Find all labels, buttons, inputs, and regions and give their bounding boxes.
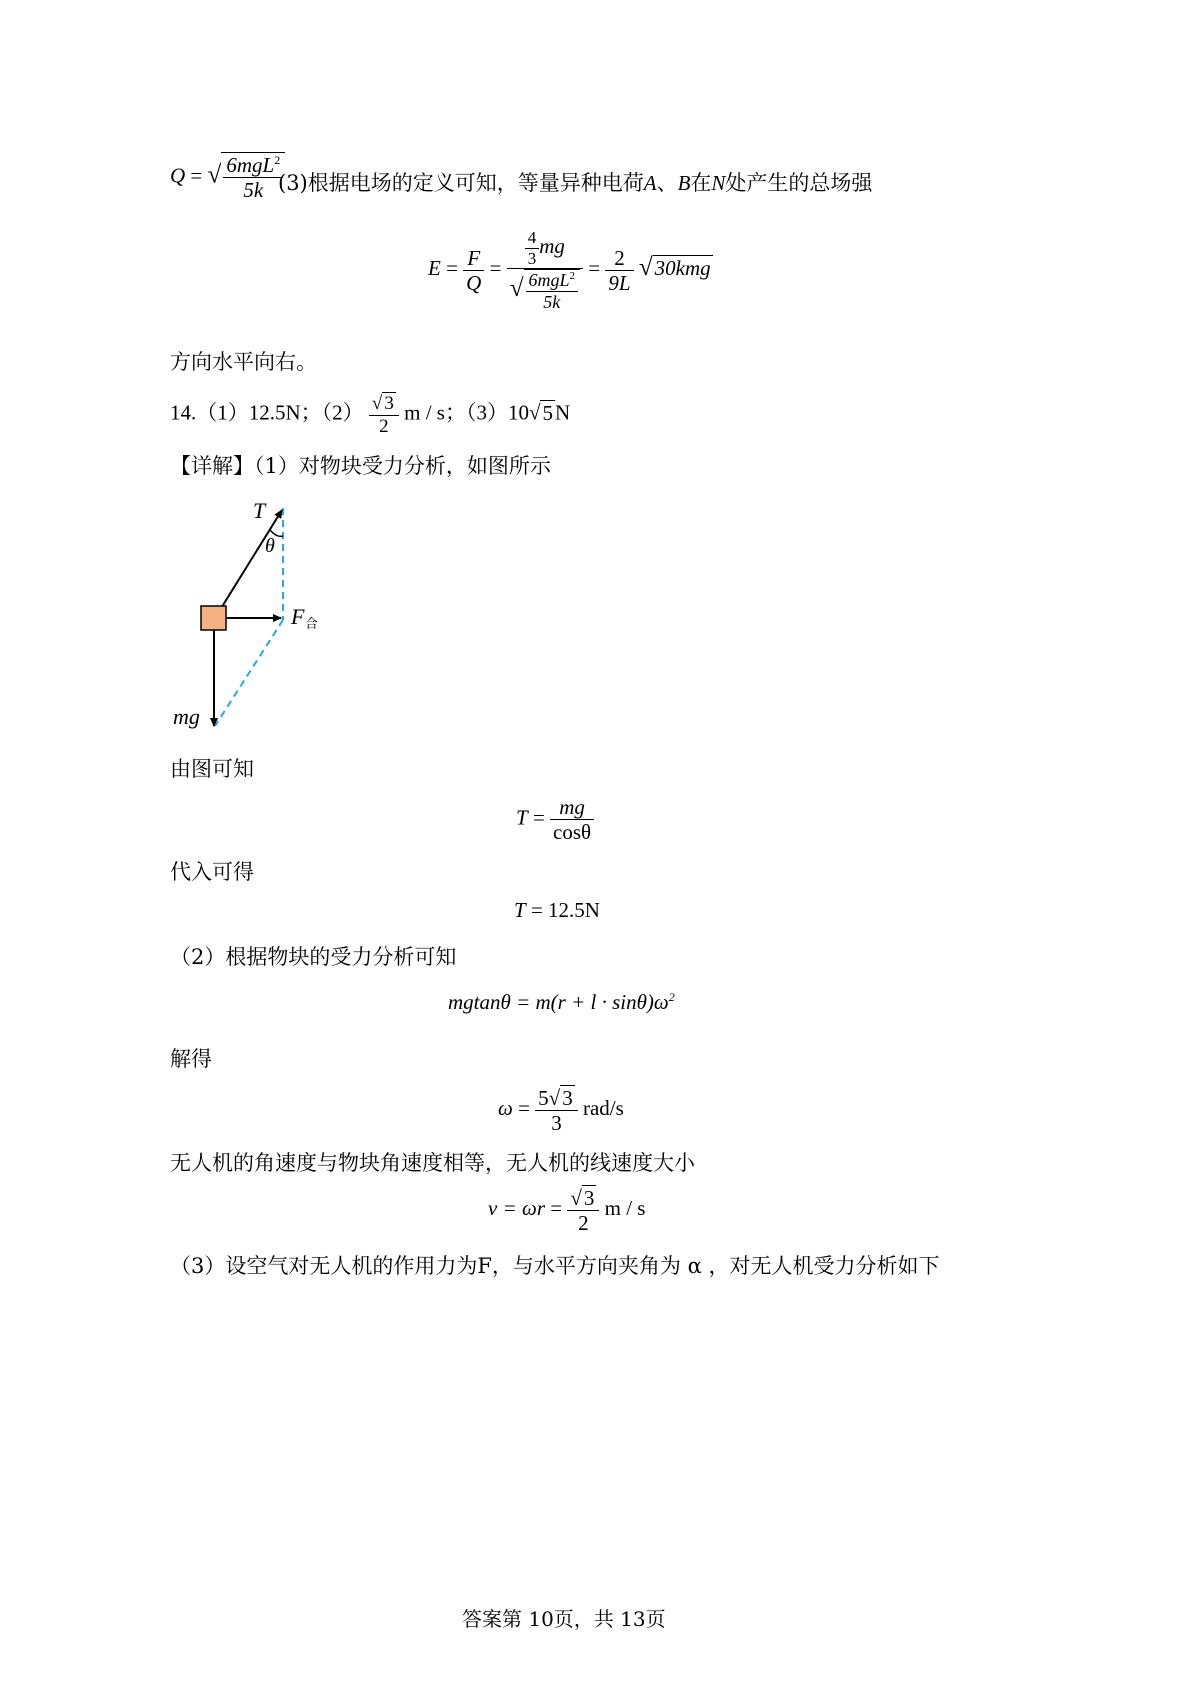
theta-label: θ — [265, 535, 275, 557]
resultant-subscript: 合 — [305, 617, 319, 632]
gravity-label: mg — [173, 704, 200, 729]
solve-text: 解得 — [170, 1047, 212, 1071]
force-diagram — [165, 490, 365, 750]
block — [201, 606, 226, 630]
tension-label: T — [253, 498, 266, 523]
equation-e: E = $\frac{F}{Q}$ = $\frac{4}{3}$ mg √ $\frac{6mgL^2}{5k}$ = $\frac{2}{9L}$ √30kmg — [428, 228, 711, 312]
part2-text: （2）根据物块的受力分析可知 — [170, 945, 457, 969]
equation-tension: T = $\frac{mg}{\cos\theta}$ — [516, 795, 594, 844]
substitute-text: 代入可得 — [170, 860, 254, 884]
dashed-diagonal — [215, 620, 283, 726]
tension-arrow — [215, 510, 282, 618]
part3-text: （3）设空气对无人机的作用力为F，与水平方向夹角为 α ，对无人机受力分析如下 — [170, 1254, 940, 1278]
from-figure-text: 由图可知 — [170, 757, 254, 781]
detail-text: 【详解】（1）对物块受力分析，如图所示 — [170, 454, 551, 478]
equation-omega: ω = $\frac{5√3}{3}$ rad/s — [498, 1086, 624, 1136]
resultant-label: F — [291, 604, 305, 629]
equation-force-balance: $mgtan\theta = m(r + l \cdot \sin\theta)\omega^2$ — [448, 990, 675, 1014]
equation-tension-value: T = 12.5N — [514, 898, 600, 922]
q-symbol: Q — [170, 163, 186, 188]
question-14-answers: 14.（1）12.5N；（2） $\frac{√ 3}{2}$ m / s；（3）10√5N — [170, 393, 571, 437]
q-fraction: $\frac{6mgL^2}{5k}$ — [223, 153, 283, 202]
direction-text: 方向水平向右。 — [170, 350, 317, 374]
page-footer: 答案第 10页，共 13页 — [462, 1607, 666, 1631]
equation-velocity: v = ωr = $\frac{√3}{2}$ m / s — [488, 1186, 646, 1236]
q-expression: Q = √ $\frac{6mgL^2}{5k}$ — [170, 152, 285, 202]
part3-intro: (3)根据电场的定义可知，等量异种电荷A、B在N处产生的总场强 — [278, 171, 873, 195]
drone-text: 无人机的角速度与物块角速度相等，无人机的线速度大小 — [170, 1151, 695, 1175]
